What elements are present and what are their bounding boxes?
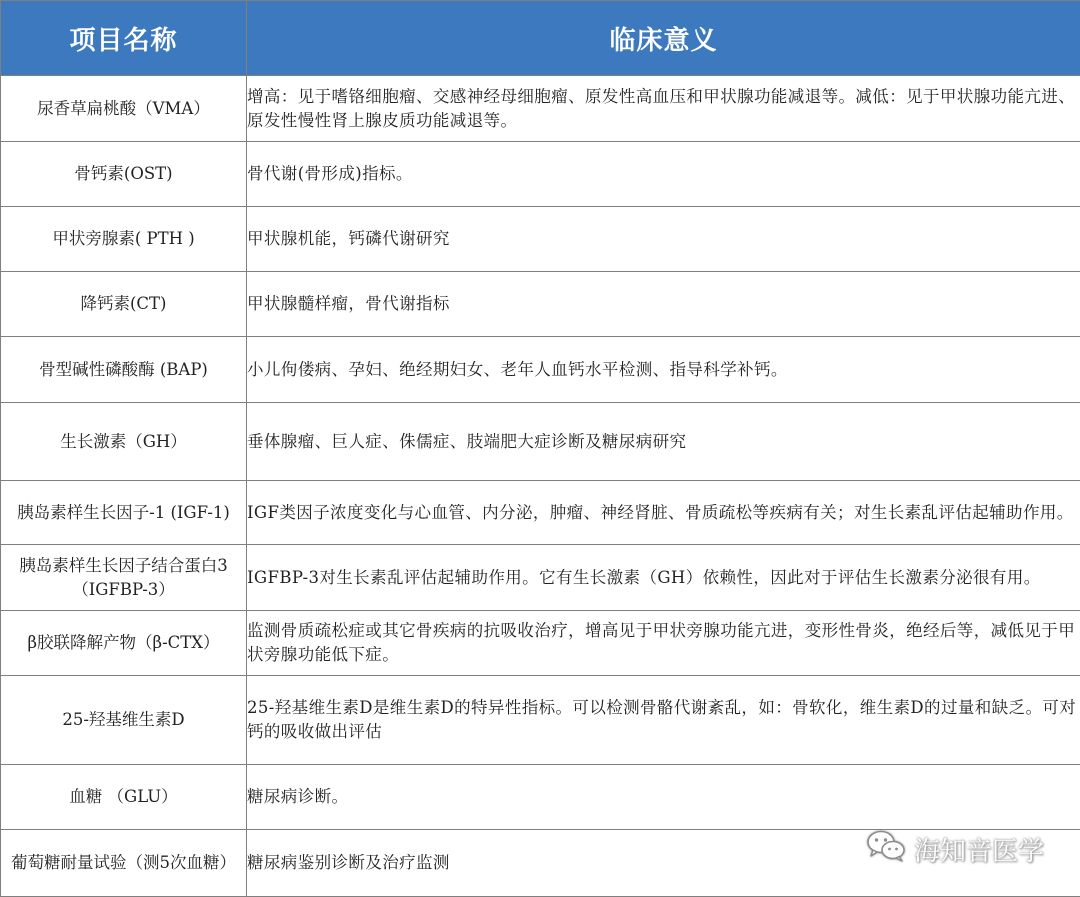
item-name-cell: 尿香草扁桃酸（VMA） <box>1 76 247 142</box>
table-row <box>1 676 1080 765</box>
item-meaning-cell: 甲状腺髓样瘤，骨代谢指标 <box>247 272 1080 337</box>
item-meaning-cell: 骨代谢(骨形成)指标。 <box>247 142 1080 207</box>
item-meaning-cell: 监测骨质疏松症或其它骨疾病的抗吸收治疗，增高见于甲状旁腺功能亢进，变形性骨炎，绝经后等，减低见于甲状旁腺功能低下症。 <box>247 611 1080 676</box>
item-meaning-cell: 垂体腺瘤、巨人症、侏儒症、肢端肥大症诊断及糖尿病研究 <box>247 403 1080 481</box>
item-meaning-cell: 糖尿病诊断。 <box>247 765 1080 830</box>
item-meaning-cell: 增高：见于嗜铬细胞瘤、交感神经母细胞瘤、原发性高血压和甲状腺功能减退等。减低：见于甲状腺功能亢进、原发性慢性肾上腺皮质功能减退等。 <box>247 76 1080 142</box>
item-name-cell: 骨型碱性磷酸酶 (BAP) <box>1 337 247 403</box>
item-name-cell: 血糖 （GLU） <box>1 765 247 830</box>
item-meaning-cell: IGF类因子浓度变化与心血管、内分泌，肿瘤、神经肾脏、骨质疏松等疾病有关；对生长素乱评估起辅助作用。 <box>247 481 1080 545</box>
item-meaning-cell: 小儿佝偻病、孕妇、绝经期妇女、老年人血钙水平检测、指导科学补钙。 <box>247 337 1080 403</box>
item-name-cell: 胰岛素样生长因子-1 (IGF-1) <box>1 481 247 545</box>
table-row <box>1 830 1080 897</box>
table-row <box>1 403 1080 481</box>
table-row <box>1 611 1080 676</box>
item-name-cell: 胰岛素样生长因子结合蛋白3（IGFBP-3） <box>1 545 247 611</box>
table-row <box>1 765 1080 830</box>
item-name-cell: 葡萄糖耐量试验（测5次血糖） <box>1 830 247 897</box>
header-clinical-meaning: 临床意义 <box>247 1 1080 76</box>
table-row <box>1 142 1080 207</box>
table-row <box>1 76 1080 142</box>
item-name-cell: β胶联降解产物（β-CTX） <box>1 611 247 676</box>
item-name-cell: 骨钙素(OST) <box>1 142 247 207</box>
watermark-text: 海知音医学 <box>913 836 1044 867</box>
table-row <box>1 207 1080 272</box>
item-name-cell: 甲状旁腺素( PTH ) <box>1 207 247 272</box>
table-row <box>1 545 1080 611</box>
table-row <box>1 481 1080 545</box>
item-name-cell: 25-羟基维生素D <box>1 676 247 765</box>
item-meaning-cell: IGFBP-3对生长素乱评估起辅助作用。它有生长激素（GH）依赖性，因此对于评估生长激素分泌很有用。 <box>247 545 1080 611</box>
header-item-name: 项目名称 <box>1 1 247 76</box>
item-meaning-cell: 25-羟基维生素D是维生素D的特异性指标。可以检测骨骼代谢紊乱，如：骨软化，维生素D的过量和缺乏。可对钙的吸收做出评估 <box>247 676 1080 765</box>
item-name-cell: 降钙素(CT) <box>1 272 247 337</box>
item-meaning-cell: 糖尿病鉴别诊断及治疗监测 <box>247 830 1080 897</box>
table-row <box>1 337 1080 403</box>
item-name-cell: 生长激素（GH） <box>1 403 247 481</box>
table-header-row <box>1 1 1080 76</box>
table-row <box>1 272 1080 337</box>
item-meaning-cell: 甲状腺机能，钙磷代谢研究 <box>247 207 1080 272</box>
